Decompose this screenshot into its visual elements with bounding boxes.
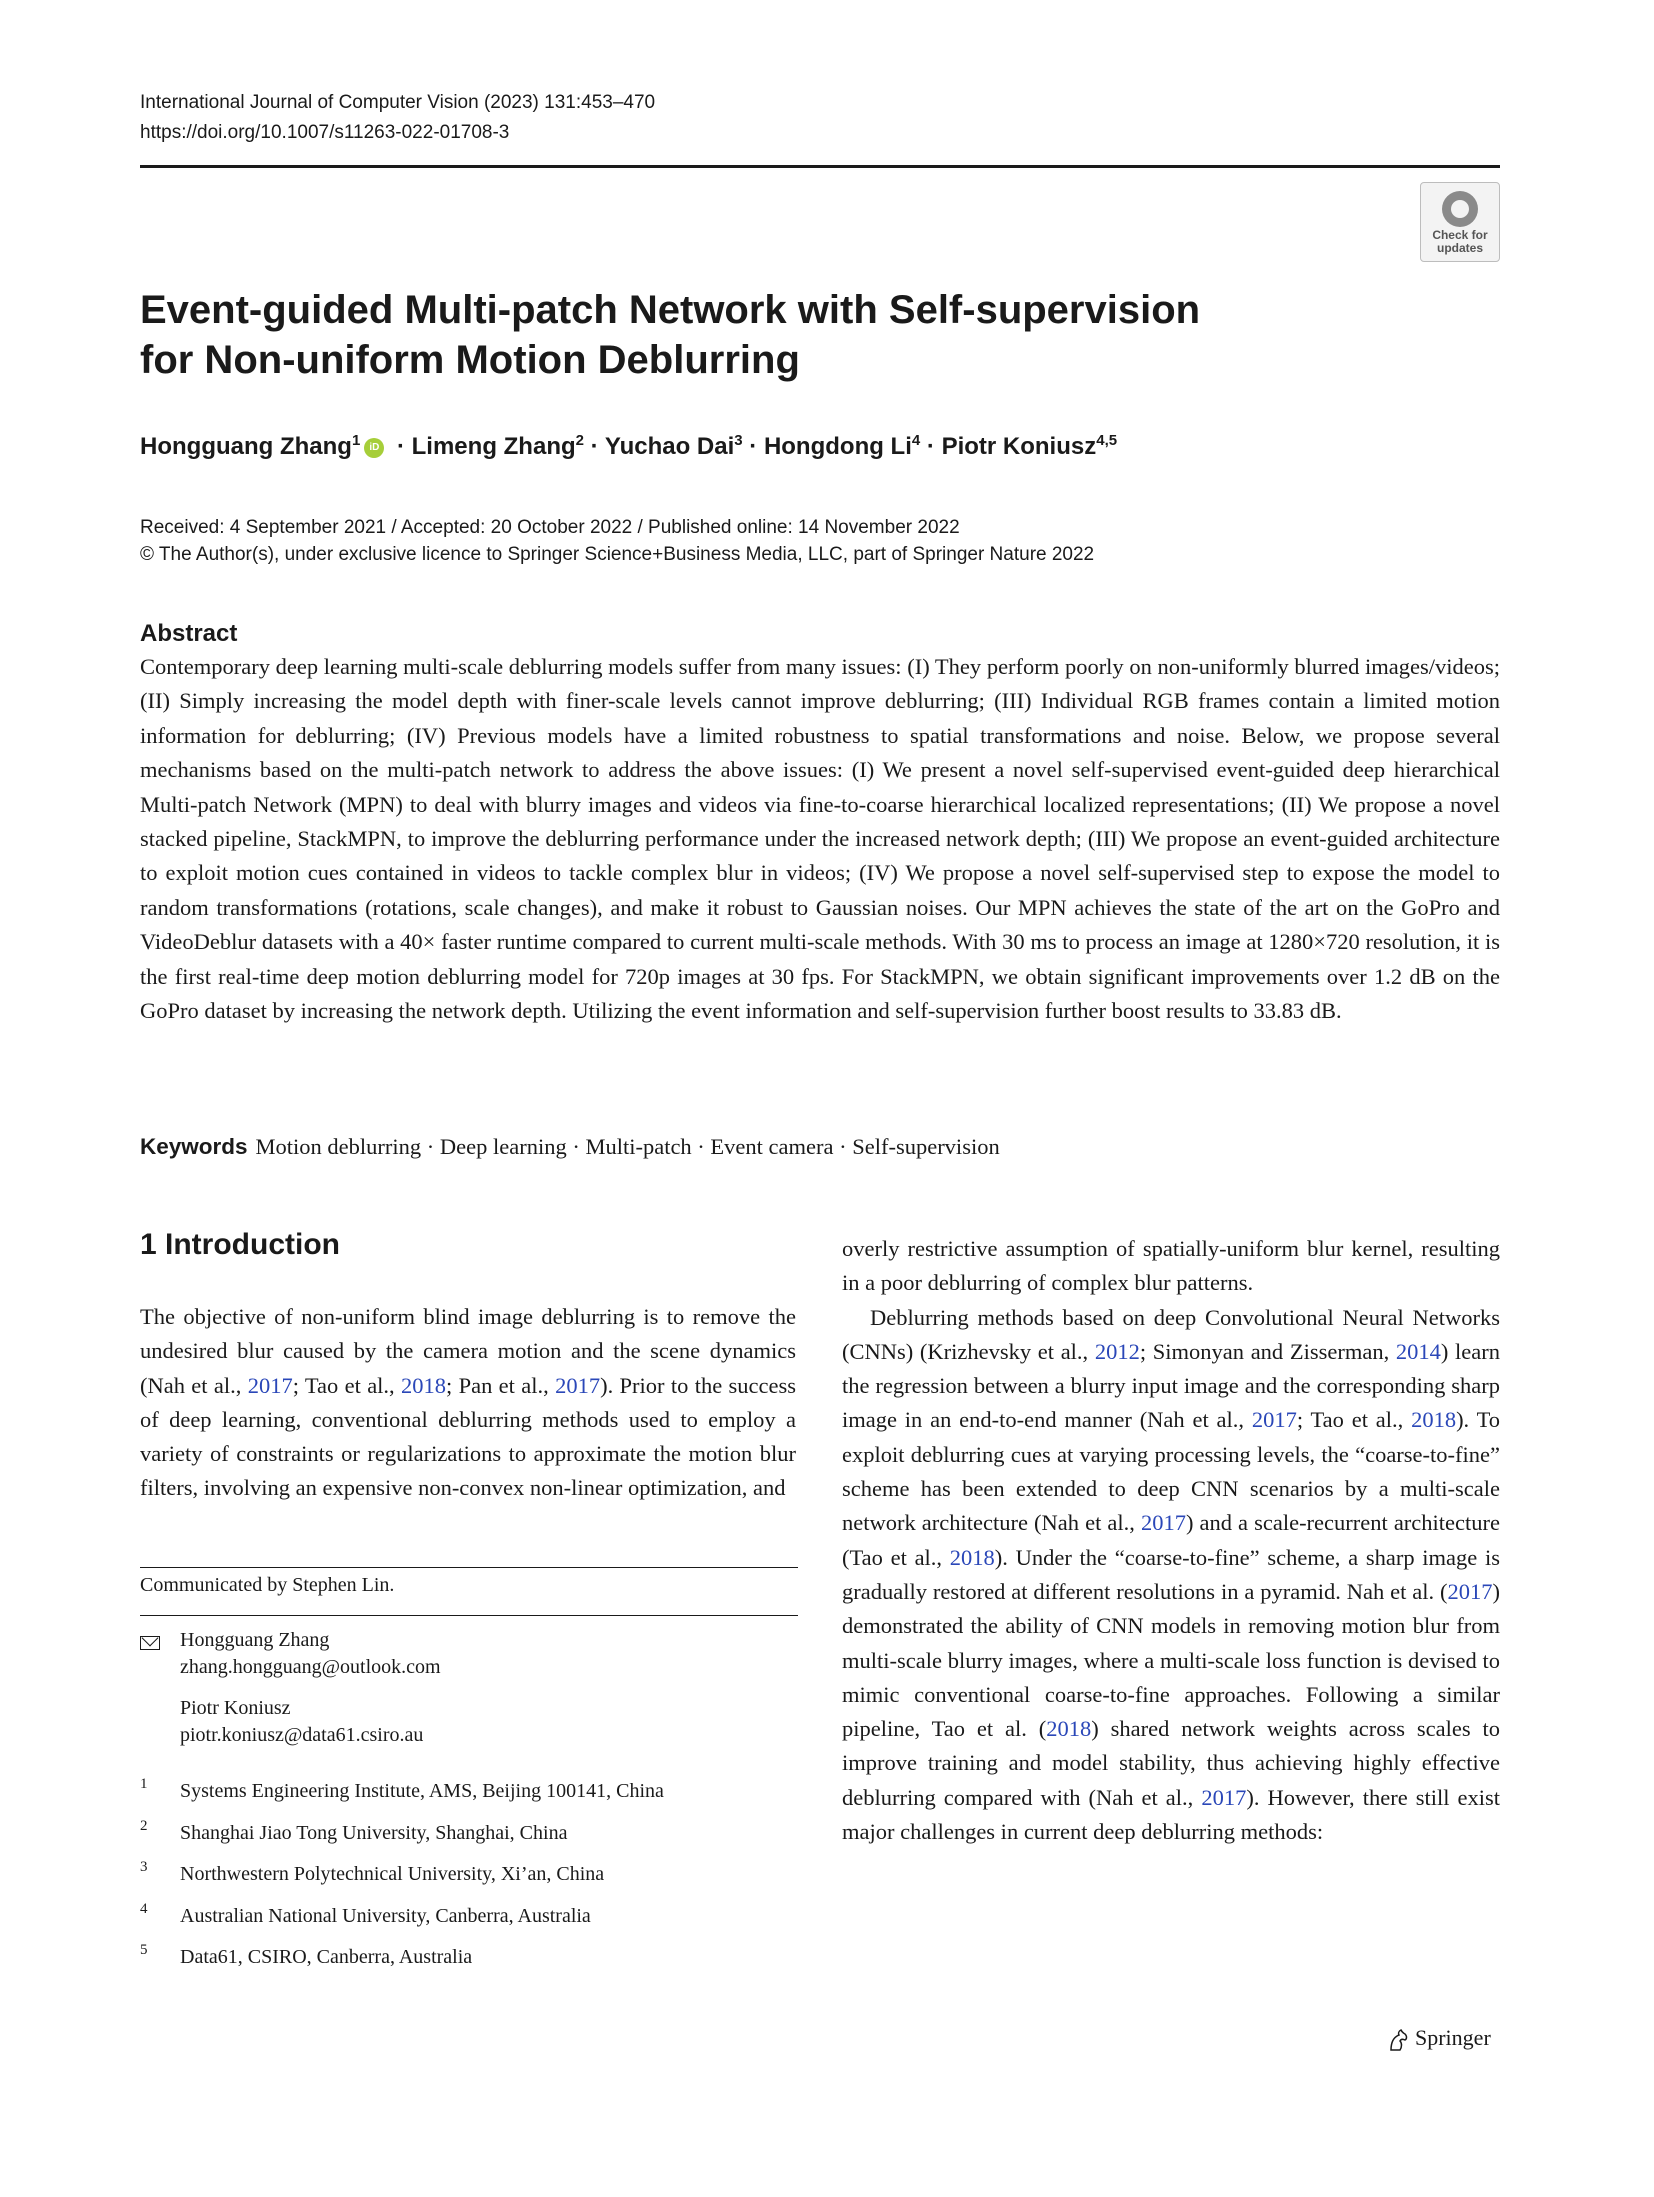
- contact-name: Piotr Koniusz: [180, 1697, 291, 1719]
- paper-title: Event-guided Multi-patch Network with Self-supervision for Non-uniform Motion Deblurring: [140, 288, 1201, 382]
- crossmark-icon: [1442, 191, 1478, 227]
- publisher-name: Springer: [1415, 2025, 1491, 2050]
- badge-line1: Check for: [1432, 228, 1488, 242]
- affiliation-text: Shanghai Jiao Tong University, Shanghai, China: [180, 1821, 568, 1844]
- affiliation-number: 4: [140, 1900, 148, 1917]
- text-run: ; Simonyan and Zisserman,: [1139, 1338, 1396, 1364]
- citation-link[interactable]: 2018: [1046, 1716, 1092, 1742]
- author-affiliation-mark: 2: [575, 432, 584, 449]
- author-name: Hongdong Li: [763, 433, 912, 460]
- orcid-icon[interactable]: iD: [364, 438, 384, 458]
- text-run: The objective of non-uniform blind image deblurring is to remove the undesired blur caused by the camera motion and the scene dynamics (Nah et al.,: [140, 1304, 796, 1398]
- author-separator: ·: [742, 433, 764, 460]
- keywords-list: Motion deblurring · Deep learning · Multi-patch · Event camera · Self-supervision: [255, 1134, 1000, 1159]
- keywords-label: Keywords: [140, 1134, 248, 1159]
- citation-link[interactable]: 2017: [1251, 1407, 1297, 1433]
- affiliation-text: Systems Engineering Institute, AMS, Beijing 100141, China: [180, 1780, 664, 1802]
- affiliation-number: 1: [140, 1776, 148, 1792]
- text-run: ). However, there still exist major challenges in current deep deblurring methods:: [842, 1784, 1501, 1845]
- affiliation-number: 2: [140, 1817, 148, 1834]
- text-run: ) shared network weights across scales to improve training and model stability, thus achieving highly effective deblurring compared with (Nah et al.,: [842, 1716, 1500, 1810]
- intro-paragraph-3: [842, 1301, 1500, 1850]
- journal-header: [140, 88, 655, 148]
- author-name: Hongguang Zhang: [140, 433, 352, 460]
- springer-horse-icon: [1385, 2027, 1411, 2053]
- affiliation-number: 3: [140, 1859, 148, 1875]
- publication-dates: [140, 514, 1094, 568]
- citation-link[interactable]: 2017: [247, 1372, 293, 1398]
- author-separator: ·: [920, 433, 942, 460]
- text-run: ; Pan et al.,: [446, 1372, 556, 1398]
- author-name: Yuchao Dai: [604, 433, 735, 460]
- badge-line2: updates: [1436, 241, 1483, 255]
- affiliation-text: Data61, CSIRO, Canberra, Australia: [180, 1946, 473, 1968]
- copyright-line: © The Author(s), under exclusive licence to Springer Science+Business Media, LLC, part of Springer Nature 2022: [140, 544, 1095, 565]
- abstract-heading: Abstract: [140, 620, 238, 647]
- intro-paragraph-2: [842, 1232, 1500, 1301]
- springer-logo: [1385, 2025, 1491, 2053]
- citation-link[interactable]: 2012: [1094, 1338, 1140, 1364]
- text-run: ; Tao et al.,: [292, 1372, 402, 1398]
- citation-link[interactable]: 2017: [1201, 1784, 1247, 1810]
- author-list: [140, 432, 1117, 461]
- citation-link[interactable]: 2017: [555, 1372, 601, 1398]
- affiliation-text: Northwestern Polytechnical University, Xi’an, China: [180, 1863, 605, 1885]
- text-run: Deblurring methods based on deep Convolutional Neural Networks (CNNs) (Krizhevsky et al.,: [842, 1304, 1500, 1364]
- author-separator: ·: [583, 433, 605, 460]
- citation-link[interactable]: 2018: [1411, 1407, 1457, 1433]
- doi-link[interactable]: https://doi.org/10.1007/s11263-022-01708-3: [140, 122, 510, 143]
- citation-link[interactable]: 2014: [1395, 1338, 1441, 1364]
- communicated-by: Communicated by Stephen Lin.: [140, 1574, 395, 1596]
- text-run: ) and a scale-recurrent architecture (Tao et al.,: [842, 1510, 1500, 1570]
- contact-email[interactable]: piotr.koniusz@data61.csiro.au: [180, 1724, 424, 1746]
- citation-link[interactable]: 2018: [401, 1372, 447, 1398]
- right-column: [842, 1232, 1500, 1849]
- text-run: ; Tao et al.,: [1296, 1407, 1412, 1433]
- text-run: ). Under the “coarse-to-fine” scheme, a sharp image is gradually restored at different resolutions in a pyramid. Nah et al. (: [842, 1544, 1500, 1604]
- check-for-updates-badge[interactable]: [1420, 182, 1500, 262]
- corresponding-authors: [180, 1627, 441, 1763]
- citation-link[interactable]: 2017: [1140, 1510, 1186, 1536]
- citation-link[interactable]: 2017: [1447, 1578, 1493, 1604]
- citation-link[interactable]: 2018: [949, 1544, 995, 1570]
- text-run: overly restrictive assumption of spatially-uniform blur kernel, resulting in a poor deblurring of complex blur patterns.: [842, 1236, 1500, 1296]
- header-rule: [140, 165, 1500, 168]
- dates-line: Received: 4 September 2021 / Accepted: 20 October 2022 / Published online: 14 November 2022: [140, 517, 960, 538]
- contact-entry: [180, 1695, 441, 1749]
- keywords: [140, 1134, 1500, 1160]
- journal-citation: International Journal of Computer Vision (2023) 131:453–470: [140, 92, 656, 113]
- author-affiliation-mark: 1: [351, 432, 361, 449]
- intro-paragraph-1: [140, 1300, 796, 1506]
- author-separator: ·: [390, 433, 412, 460]
- text-run: ). Prior to the success of deep learning, conventional deblurring methods used to employ a variety of constraints or regularizations to approximate the motion blur filters, involving an expensive non-convex non-linear optimization, and: [140, 1372, 796, 1501]
- contact-entry: [180, 1627, 441, 1681]
- abstract-text: Contemporary deep learning multi-scale deblurring models suffer from many issues: (I) They perform poorly on non-uniformly blurred images/videos; (II) Simply increasing the model depth with finer-scale levels cannot improve deblurring; (III) Individual RGB frames contain a limited motion information for deblurring; (IV) Previous models have a limited robustness to spatial transformations and noise. Below, we propose several mechanisms based on the multi-patch network to address the above issues: (I) We present a novel self-supervised event-guided deep hierarchical Multi-patch Network (MPN) to deal with blurry images and videos via fine-to-coarse hierarchical localized representations; (II) We propose a novel stacked pipeline, StackMPN, to improve the deblurring performance under the increased network depth; (III) We propose an event-guided architecture to exploit motion cues contained in videos to tackle complex blur in videos; (IV) We propose a novel self-supervised step to expose the model to random transformations (rotations, scale changes), and make it robust to Gaussian noises. Our MPN achieves the state of the art on the GoPro and VideoDeblur datasets with a 40× faster runtime compared to current multi-scale methods. With 30 ms to process an image at 1280×720 resolution, it is the first real-time deep motion deblurring model for 720p images at 30 fps. For StackMPN, we obtain significant improvements over 1.2 dB on the GoPro dataset by increasing the network depth. Utilizing the event information and self-supervision further boost results to 33.83 dB.: [140, 654, 1500, 1024]
- footnote-rule: [140, 1615, 798, 1616]
- footnote-rule: [140, 1567, 798, 1568]
- author-affiliation-mark: 3: [734, 432, 743, 449]
- text-run: ). To exploit deblurring cues at varying processing levels, the “coarse-to-fine” scheme has been extended to deep CNN scenarios by a multi-scale network architecture (Nah et al.,: [842, 1407, 1501, 1536]
- author-affiliation-mark: 4: [911, 432, 921, 449]
- affiliation-number: 5: [140, 1942, 148, 1958]
- section-heading-introduction: 1 Introduction: [140, 1228, 340, 1261]
- text-run: ) learn the regression between a blurry input image and the corresponding sharp image in an end-to-end manner (Nah et al.,: [842, 1338, 1501, 1433]
- contact-email[interactable]: zhang.hongguang@outlook.com: [180, 1656, 441, 1678]
- contact-name: Hongguang Zhang: [180, 1629, 330, 1651]
- author-name: Limeng Zhang: [411, 433, 576, 460]
- envelope-icon: [140, 1636, 160, 1650]
- author-name: Piotr Koniusz: [941, 433, 1097, 460]
- text-run: ) demonstrated the ability of CNN models in removing motion blur from multi-scale blurry images, where a multi-scale loss function is devised to mimic conventional coarse-to-fine approaches. Following a similar pipeline, Tao et al. (: [842, 1578, 1500, 1742]
- author-affiliation-mark: 4,5: [1096, 432, 1118, 449]
- affiliation-text: Australian National University, Canberra, Australia: [180, 1904, 591, 1927]
